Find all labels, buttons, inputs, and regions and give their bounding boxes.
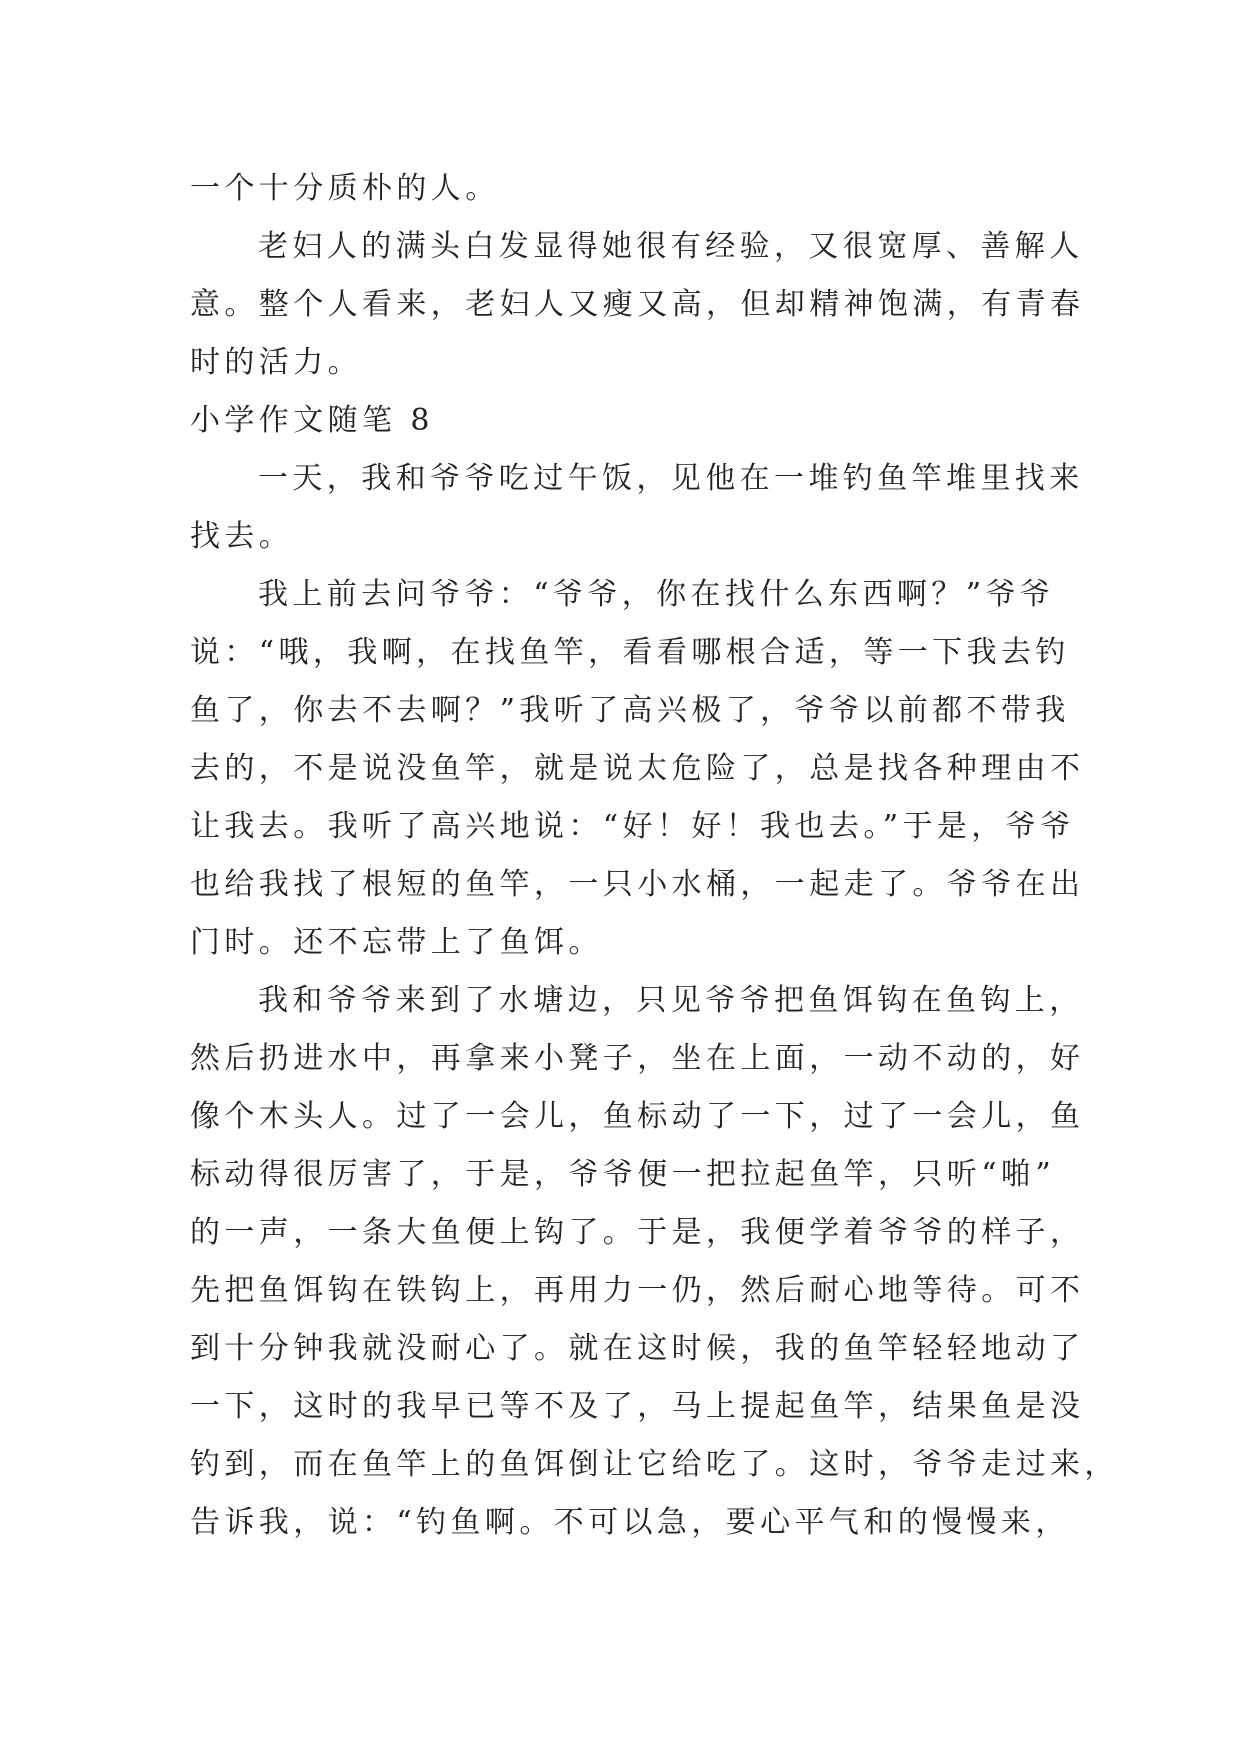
text-line-18: 标动得很厉害了，于是，爷爷便一把拉起鱼竿，只听“啪”: [190, 1157, 1056, 1192]
document-body: [190, 160, 1119, 1552]
text-line-19: 的一声，一条大鱼便上钩了。于是，我便学着爷爷的样子，: [190, 1215, 1085, 1250]
text-line-11: 去的，不是说没鱼竿，就是说太危险了，总是找各种理由不: [190, 751, 1085, 786]
section-heading: 小学作文随笔 8: [190, 403, 434, 438]
text-line-21: 到十分钟我就没耐心了。就在这时候，我的鱼竿轻轻地动了: [190, 1331, 1085, 1366]
text-line-15: 我和爷爷来到了水塘边，只见爷爷把鱼饵钩在鱼钩上，: [258, 983, 1084, 1018]
text-line-4: 时的活力。: [190, 345, 362, 380]
text-line-22: 一下，这时的我早已等不及了，马上提起鱼竿，结果鱼是没: [190, 1389, 1085, 1424]
text-line-6: 一天，我和爷爷吃过午饭，见他在一堆钓鱼竿堆里找来: [258, 461, 1084, 496]
text-line-14: 门时。还不忘带上了鱼饵。: [190, 925, 603, 960]
text-line-23: 钓到，而在鱼竿上的鱼饵倒让它给吃了。这时，爷爷走过来，: [190, 1447, 1119, 1482]
text-line-20: 先把鱼饵钩在铁钩上，再用力一仍，然后耐心地等待。可不: [190, 1273, 1085, 1308]
text-line-17: 像个木头人。过了一会儿，鱼标动了一下，过了一会儿，鱼: [190, 1099, 1085, 1134]
text-line-2: 老妇人的满头白发显得她很有经验，又很宽厚、善解人: [258, 229, 1084, 264]
text-line-13: 也给我找了根短的鱼竿，一只小水桶，一起走了。爷爷在出: [190, 867, 1085, 902]
text-line-12: 让我去。我听了高兴地说：“好！好！我也去。”于是，爷爷: [190, 809, 1075, 844]
text-line-24: 告诉我，说：“钓鱼啊。不可以急，要心平气和的慢慢来，: [190, 1505, 1070, 1540]
text-line-8: 我上前去问爷爷：“爷爷，你在找什么东西啊？”爷爷: [258, 577, 1055, 612]
text-line-16: 然后扔进水中，再拿来小凳子，坐在上面，一动不动的，好: [190, 1041, 1085, 1076]
text-line-1: 一个十分质朴的人。: [190, 171, 500, 206]
text-line-7: 找去。: [190, 519, 294, 554]
text-line-9: 说：“哦，我啊，在找鱼竿，看看哪根合适，等一下我去钓: [190, 635, 1070, 670]
text-line-10: 鱼了，你去不去啊？”我听了高兴极了，爷爷以前都不带我: [190, 693, 1070, 728]
text-line-3: 意。整个人看来，老妇人又瘦又高，但却精神饱满，有青春: [190, 287, 1085, 322]
